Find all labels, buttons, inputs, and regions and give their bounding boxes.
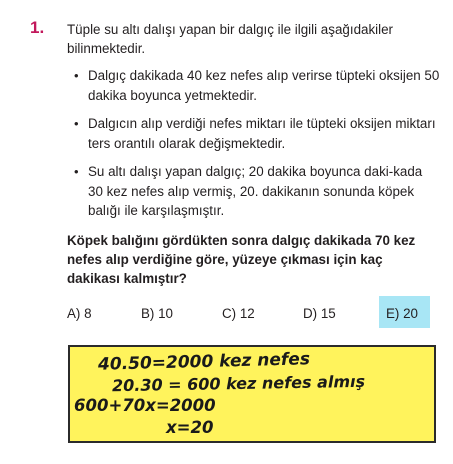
option-c[interactable]: C) 12 [222, 306, 255, 321]
option-e[interactable]: E) 20 [386, 306, 419, 321]
list-item-text: Dalgıç dakikada 40 kez nefes alıp verirse tüpteki oksijen 50 dakika boyunca yetmektedir. [88, 68, 440, 103]
option-b[interactable]: B) 10 [141, 306, 174, 321]
list-item [74, 162, 440, 221]
solution-line: 600+70x=2000 [74, 396, 216, 415]
question-prompt: Köpek balığını gördükten sonra dalgıç dakikada 70 kez nefes alıp verdiğine göre, yüzeye çıkması için kaç dakikası kalmıştır? [67, 233, 416, 286]
solution-line: 20.30 = 600 kez nefes almış [111, 371, 366, 396]
list-item-text: Su altı dalışı yapan dalgıç; 20 dakika boyunca daki-kada 30 kez nefes alıp vermiş, 20. dakikanın sonunda köpek balığı ile karşılaşmıştır. [88, 164, 423, 218]
bullet-icon: • [74, 68, 79, 83]
question-intro: Tüple su altı dalışı yapan bir dalgıç ile ilgili aşağıdakiler bilinmektedir. [67, 22, 394, 56]
list-item-text: Dalgıcın alıp verdiği nefes miktarı ile tüpteki oksijen miktarı ters orantılı olarak değişmektedir. [88, 116, 436, 151]
fact-list [74, 66, 440, 230]
list-item [74, 114, 440, 153]
handwritten-solution-note [68, 345, 436, 443]
question-number: 1. [30, 18, 45, 37]
solution-line: x=20 [166, 418, 214, 437]
bullet-icon: • [74, 116, 79, 131]
list-item [74, 66, 440, 105]
option-a[interactable]: A) 8 [67, 306, 92, 321]
option-d[interactable]: D) 15 [303, 306, 336, 321]
solution-line: 40.50=2000 kez nefes [97, 349, 311, 375]
bullet-icon: • [74, 164, 79, 179]
